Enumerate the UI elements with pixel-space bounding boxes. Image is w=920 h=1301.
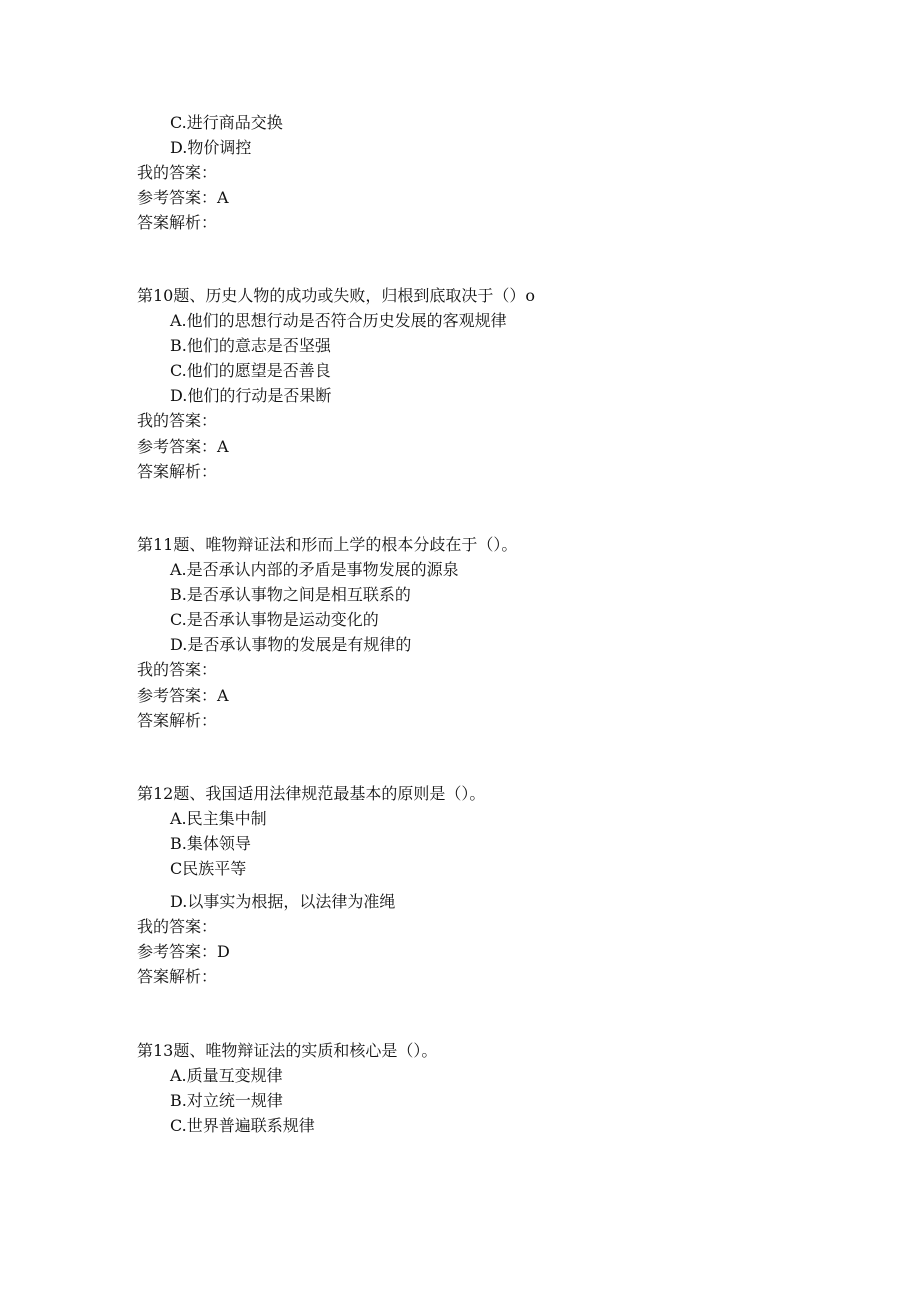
option-c: C.是否承认事物是运动变化的 (170, 610, 379, 629)
option-b: B.是否承认事物之间是相互联系的 (170, 585, 411, 604)
option-a: A.民主集中制 (170, 809, 267, 828)
option-c: C.进行商品交换 (170, 113, 283, 132)
answer-analysis-label: 答案解析： (137, 967, 218, 986)
answer-analysis-label: 答案解析： (137, 213, 218, 232)
option-c: C.他们的愿望是否善良 (170, 361, 331, 380)
answer-analysis-label: 答案解析： (137, 711, 218, 730)
reference-answer: 参考答案：A (137, 686, 229, 705)
question-stem: 第10题、历史人物的成功或失败，归根到底取决于（）o (137, 286, 535, 305)
option-d: D.以事实为根据，以法律为准绳 (170, 892, 396, 911)
option-a: A.他们的思想行动是否符合历史发展的客观规律 (170, 311, 507, 330)
my-answer-label: 我的答案： (137, 411, 218, 430)
option-d: D.他们的行动是否果断 (170, 386, 332, 405)
question-stem: 第13题、唯物辩证法的实质和核心是（）。 (137, 1041, 438, 1060)
option-b: B.集体领导 (170, 834, 251, 853)
option-c: C.世界普遍联系规律 (170, 1116, 315, 1135)
answer-analysis-label: 答案解析： (137, 462, 218, 481)
option-b: B.对立统一规律 (170, 1091, 283, 1110)
my-answer-label: 我的答案： (137, 917, 218, 936)
question-stem: 第11题、唯物辩证法和形而上学的根本分歧在于（）。 (137, 535, 518, 554)
option-c: C民族平等 (170, 859, 247, 878)
reference-answer: 参考答案：A (137, 437, 229, 456)
my-answer-label: 我的答案： (137, 660, 218, 679)
option-d: D.是否承认事物的发展是有规律的 (170, 635, 412, 654)
reference-answer: 参考答案：A (137, 188, 229, 207)
option-b: B.他们的意志是否坚强 (170, 336, 331, 355)
option-a: A.质量互变规律 (170, 1066, 283, 1085)
option-a: A.是否承认内部的矛盾是事物发展的源泉 (170, 560, 459, 579)
my-answer-label: 我的答案： (137, 163, 218, 182)
reference-answer: 参考答案：D (137, 942, 230, 961)
option-d: D.物价调控 (170, 138, 252, 157)
question-stem: 第12题、我国适用法律规范最基本的原则是（）。 (137, 784, 486, 803)
